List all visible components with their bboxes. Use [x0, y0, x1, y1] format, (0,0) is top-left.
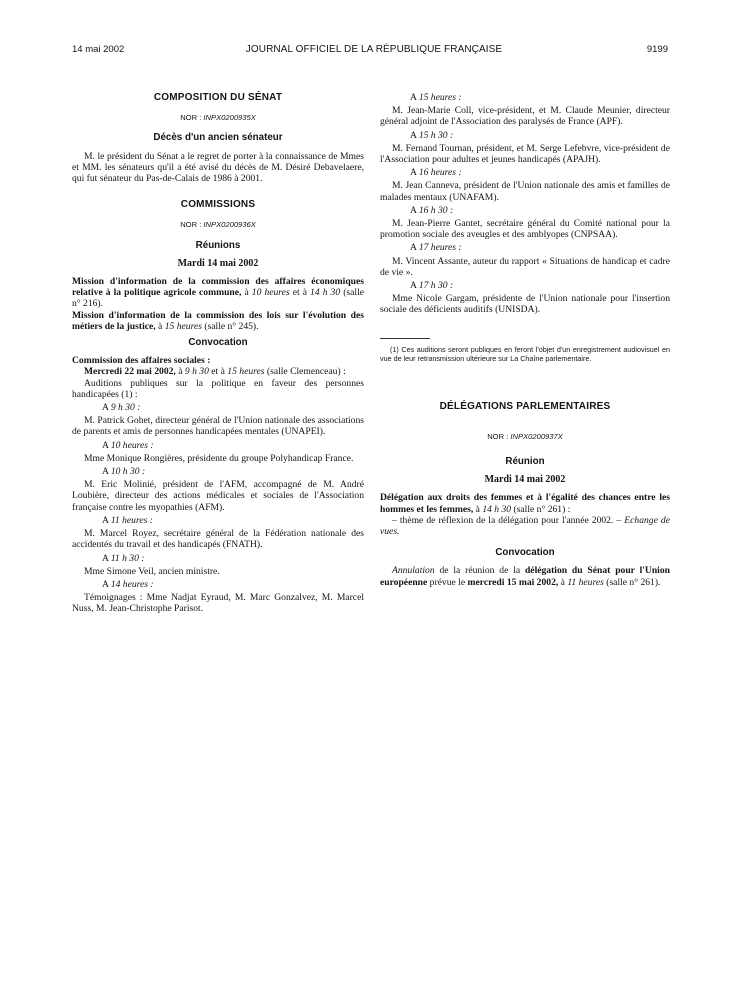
hearing-time: A 17 h 30 : — [410, 280, 454, 292]
hearing-time: A 15 heures : — [410, 92, 462, 103]
header-date: 14 mai 2002 — [72, 44, 125, 55]
delegations-heading: DÉLÉGATIONS PARLEMENTAIRES — [439, 400, 611, 412]
hearing-time: A 9 h 30 : — [102, 402, 141, 414]
hearing-time: A 17 heures : — [410, 242, 462, 254]
hearing-time: A 11 heures : — [102, 514, 153, 526]
hearing-text: Témoignages : Mme Nadjat Eyraud, M. Marc Gonzalvez, M. Marcel Nuss, M. Jean-Christophe Parisot. — [72, 592, 364, 615]
footnote: (1) Ces auditions seront publiques en feront l'objet d'un enregistrement audiovisuel en vue de leur retransmission ultérieure sur La Chaîne parlementaire. — [380, 344, 670, 363]
commissions-subheading: Réunions — [195, 239, 241, 251]
hearing-text: Mme Monique Rongières, présidente du groupe Polyhandicap France. — [84, 452, 354, 464]
delegations-nor: NOR : INPX0200937X — [487, 431, 563, 441]
delegation-item: – thème de réflexion de la délégation pour l'année 2002. – Echange de vues. — [380, 514, 670, 538]
mission-2: Mission d'information de la commission des lois sur l'évolution des métiers de la justice, à 15 heures (salle n° 245). — [72, 309, 364, 332]
hearing-text: M. Patrick Gohet, directeur général de l'Union nationale des associations de parents et amis de personnes handicapées mentales (UNAPEI). — [72, 415, 364, 438]
meeting-info: Mercredi 22 mai 2002, à 9 h 30 et à 15 heures (salle Clemenceau) : — [84, 366, 346, 378]
delegations-convocation-heading: Convocation — [495, 547, 555, 559]
hearing-text: M. Marcel Royez, secrétaire général de la Fédération nationale des accidentés du travail et des handicapés (FNATH). — [72, 528, 364, 551]
hearing-text: M. Jean Canneva, président de l'Union nationale des amis et familles de malades mentaux (UNAFAM). — [380, 180, 670, 203]
hearing-text: Mme Simone Veil, ancien ministre. — [84, 565, 220, 577]
auditions-intro: Auditions publiques sur la politique en faveur des personnes handicapées (1) : — [72, 377, 364, 400]
hearing-time: A 16 h 30 : — [410, 204, 454, 216]
composition-text: M. le président du Sénat a le regret de porter à la connaissance de Mmes et MM. les sénateurs qu'il a été avisé du décès de M. Désiré Debavelaere, qui fut sénateur du Pas-de-Calais de 1986 à 2001. — [72, 150, 364, 185]
hearing-time: A 15 h 30 : — [410, 129, 454, 141]
delegations-date: Mardi 14 mai 2002 — [484, 474, 566, 486]
delegations-subheading: Réunion — [505, 456, 545, 468]
hearing-text: M. Vincent Assante, auteur du rapport « Situations de handicap et cadre de vie ». — [380, 255, 670, 278]
hearing-text: M. Jean-Marie Coll, vice-président, et M. Claude Meunier, directeur général adjoint de l'Association des paralysés de France (APF). — [380, 105, 670, 128]
mission-1: Mission d'information de la commission des affaires économiques relative à la politique agricole commune, à 10 heures et à 14 h 30 (salle n° 216). — [72, 276, 364, 310]
hearing-time: A 10 h 30 : — [102, 466, 146, 478]
composition-subheading: Décès d'un ancien sénateur — [153, 132, 283, 144]
page-number: 9199 — [646, 44, 668, 55]
right-column — [380, 92, 670, 588]
commissions-nor: NOR : INPX0200936X — [180, 220, 256, 230]
delegation-meeting: Délégation aux droits des femmes et à l'égalité des chances entre les hommes et les femmes, à 14 h 30 (salle n° 261) : — [380, 492, 670, 515]
composition-heading: COMPOSITION DU SÉNAT — [153, 92, 283, 103]
commissions-date: Mardi 14 mai 2002 — [177, 257, 259, 269]
hearing-text: M. Fernand Tournan, président, et M. Serge Lefebvre, vice-président de l'Association pour adultes et jeunes handicapés (APAJH). — [380, 142, 670, 166]
hearing-text: Mme Nicole Gargam, présidente de l'Union nationale pour l'insertion sociale des déficients auditifs (UNISDA). — [380, 293, 670, 316]
footnote-divider — [380, 338, 430, 339]
convocation-heading: Convocation — [188, 337, 248, 349]
journal-title: JOURNAL OFFICIEL DE LA RÉPUBLIQUE FRANÇAISE — [245, 44, 503, 55]
commission-name: Commission des affaires sociales : — [72, 355, 211, 367]
hearing-text: M. Jean-Pierre Gantet, secrétaire général du Comité national pour la promotion sociale des aveugles et des amblyopes (CNPSAA). — [380, 218, 670, 241]
hearing-text: M. Eric Molinié, président de l'AFM, accompagné de M. André Loubière, directeur des actions médicales et sociales de l'Association française contre les myopathies (AFM). — [72, 479, 364, 513]
annulation-text: Annulation de la réunion de la délégation du Sénat pour l'Union européenne prévue le mercredi 15 mai 2002, à 11 heures (salle n° 261). — [380, 565, 670, 588]
left-column — [72, 92, 364, 615]
hearing-time: A 11 h 30 : — [102, 552, 145, 564]
hearing-time: A 14 heures : — [102, 578, 154, 590]
commissions-heading: COMMISSIONS — [180, 199, 256, 211]
hearing-time: A 16 heures : — [410, 167, 462, 179]
composition-nor: NOR : INPX0200935X — [180, 113, 256, 123]
hearing-time: A 10 heures : — [102, 439, 154, 451]
